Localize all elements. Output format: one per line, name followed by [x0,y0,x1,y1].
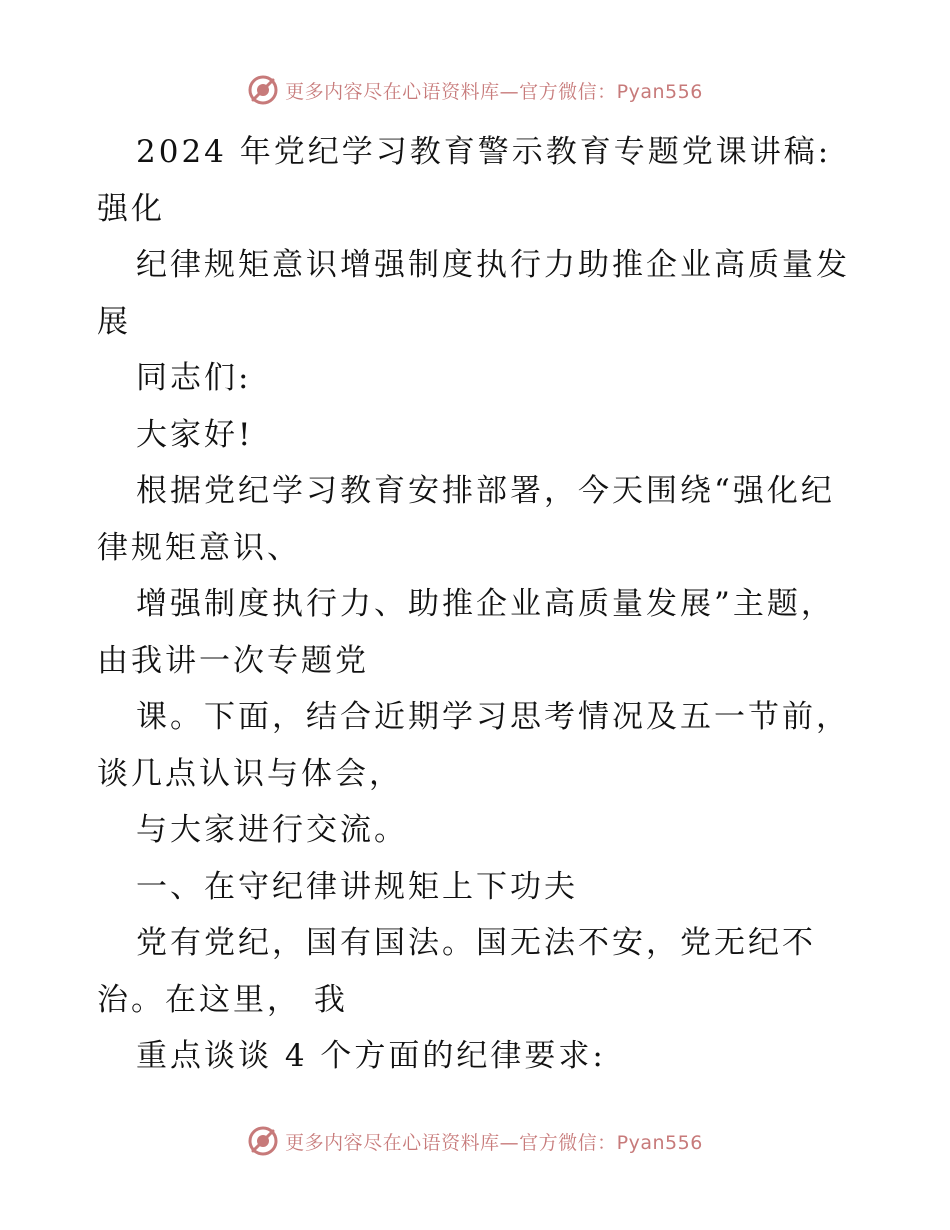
text-line: 根据党纪学习教育安排部署，今天围绕“强化纪 [136,473,835,509]
text-line: 大家好! [136,416,254,453]
watermark-brand [247,1125,703,1157]
text-line: 纪律规矩意识增强制度执行力助推企业高质量发 [136,247,850,283]
brand-logo-icon [247,1125,279,1157]
text-line: 重点谈谈 4 个方面的纪律要求: [136,1038,606,1074]
watermark-brand [247,74,703,106]
text-line: 谈几点认识与体会， [97,755,403,792]
watermark-text: 更多内容尽在心语资料库—官方微信：Pyan556 [285,1131,703,1154]
text-line: 2024 年党纪学习教育警示教育专题党课讲稿: [136,134,832,170]
text-line: 展 [97,303,131,340]
brand-logo-icon [247,74,279,106]
text-line: 律规矩意识、 [97,529,301,566]
text-line: 党有党纪，国有国法。国无法不安，党无纪不 [136,925,816,961]
document-body [97,124,857,1085]
text-line: 强化 [97,190,165,227]
page-footer-watermark [0,1123,950,1159]
text-line: 课。下面，结合近期学习思考情况及五一节前， [136,699,850,735]
watermark-text: 更多内容尽在心语资料库—官方微信：Pyan556 [285,80,703,103]
text-line: 一、在守纪律讲规矩上下功夫 [136,868,578,905]
text-line: 与大家进行交流。 [136,812,408,848]
text-line: 由我讲一次专题党 [97,642,369,679]
page-header-watermark [0,72,950,108]
text-line: 同志们: [136,360,252,396]
text-line: 增强制度执行力、助推企业高质量发展”主题， [136,586,835,622]
text-line: 治。在这里， 我 [97,981,348,1018]
